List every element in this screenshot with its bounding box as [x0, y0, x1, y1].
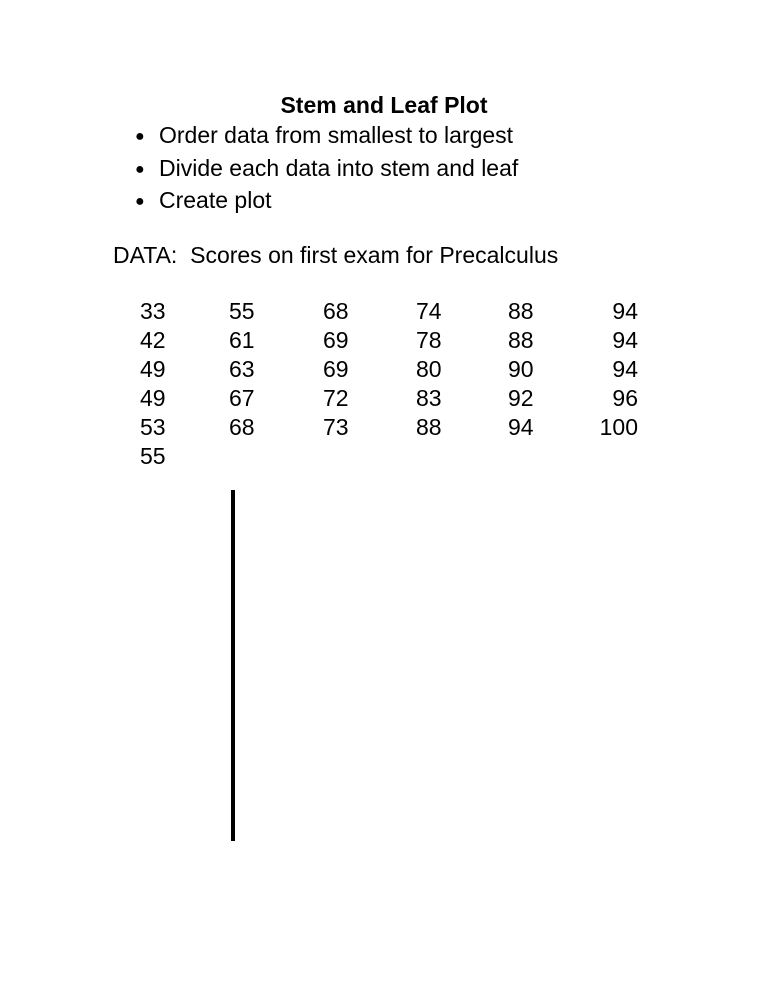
- data-value: 49: [140, 385, 166, 411]
- data-value: 53: [140, 414, 166, 440]
- data-value: 69: [323, 356, 349, 382]
- data-value: 74: [416, 298, 442, 324]
- data-value: 68: [323, 298, 349, 324]
- data-value: 94: [612, 356, 638, 382]
- data-column: [597, 297, 638, 442]
- data-column: [508, 297, 534, 442]
- data-value: 92: [508, 385, 534, 411]
- data-value: 73: [323, 414, 349, 440]
- page-title: Stem and Leaf Plot: [280, 92, 488, 118]
- data-value: 49: [140, 356, 166, 382]
- data-value: 67: [229, 385, 255, 411]
- instruction-text: Divide each data into stem and leaf: [159, 154, 519, 181]
- data-column: [229, 297, 255, 442]
- data-value: 94: [612, 327, 638, 353]
- data-value: 63: [229, 356, 255, 382]
- data-value: 42: [140, 327, 166, 353]
- bullet-icon: ●: [135, 193, 145, 210]
- data-column: [416, 297, 442, 442]
- data-value: 94: [612, 298, 638, 324]
- data-value: 88: [508, 298, 534, 324]
- data-value: 72: [323, 385, 349, 411]
- instruction-list: [135, 120, 518, 218]
- data-column: [140, 297, 166, 471]
- data-value: 80: [416, 356, 442, 382]
- data-value: 94: [508, 414, 534, 440]
- data-value: 78: [416, 327, 442, 353]
- instruction-text: Order data from smallest to largest: [159, 122, 514, 148]
- bullet-icon: ●: [135, 160, 145, 178]
- data-value: 33: [140, 298, 166, 324]
- data-value: 90: [508, 356, 534, 382]
- instruction-item: [135, 153, 518, 186]
- data-value: 55: [229, 298, 255, 324]
- data-value: 88: [416, 414, 442, 440]
- instruction-text: Create plot: [159, 187, 272, 213]
- instruction-item: [135, 120, 518, 153]
- bullet-icon: ●: [135, 128, 145, 145]
- instruction-item: [135, 185, 518, 218]
- data-value: 96: [612, 385, 638, 411]
- data-value: 100: [599, 414, 638, 440]
- data-value: 69: [323, 327, 349, 353]
- data-column: [323, 297, 349, 442]
- data-heading: DATA: Scores on first exam for Precalculus: [113, 242, 559, 268]
- data-value: 83: [416, 385, 442, 411]
- data-value: 88: [508, 327, 534, 353]
- data-value: 61: [229, 327, 255, 353]
- stem-leaf-divider-line: [231, 490, 235, 841]
- data-value: 68: [229, 414, 255, 440]
- data-value: 55: [140, 443, 166, 469]
